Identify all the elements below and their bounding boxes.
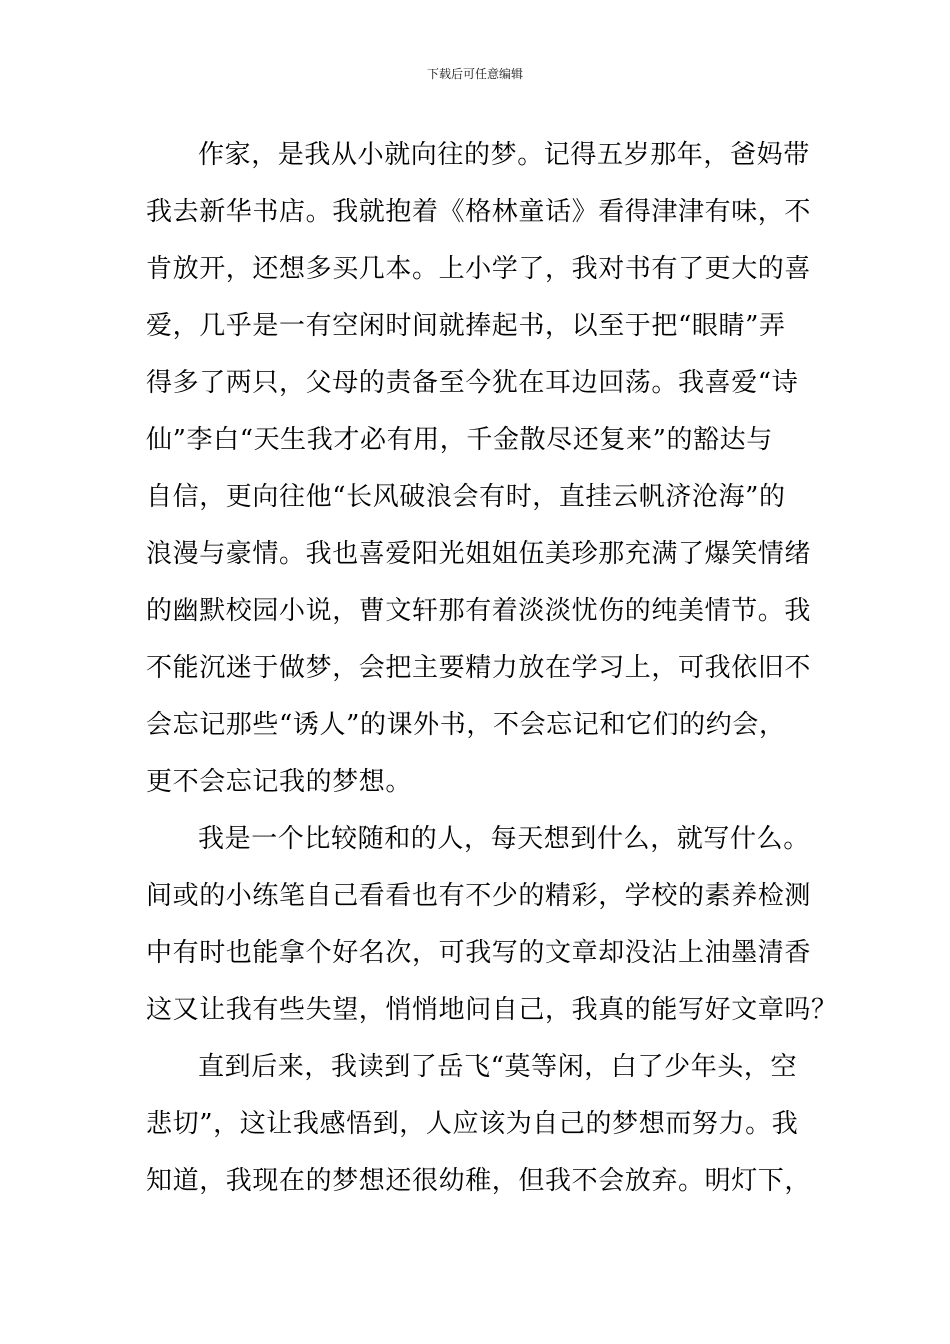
- paragraph-2-line-2: 间或的小练笔自己看看也有不少的精彩，学校的素养检测: [146, 881, 812, 911]
- paragraph-1-line-3: 肯放开，还想多买几本。上小学了，我对书有了更大的喜: [146, 254, 812, 284]
- paragraph-2-line-3: 中有时也能拿个好名次，可我写的文章却没沾上油墨清香: [146, 938, 812, 968]
- page-header: 下载后可任意编辑: [426, 67, 523, 81]
- paragraph-3-line-2: 悲切”，这让我感悟到，人应该为自己的梦想而努力。我: [146, 1109, 799, 1139]
- paragraph-1-line-4: 爱，几乎是一有空闲时间就捧起书，以至于把“眼睛”弄: [146, 311, 786, 341]
- paragraph-1-line-5: 得多了两只，父母的责备至今犹在耳边回荡。我喜爱“诗: [146, 368, 799, 398]
- paragraph-1-line-9: 的幽默校园小说，曹文轩那有着淡淡忧伤的纯美情节。我: [146, 596, 812, 626]
- paragraph-2-line-4: 这又让我有些失望，悄悄地问自己，我真的能写好文章吗？: [146, 995, 838, 1025]
- paragraph-1-line-12: 更不会忘记我的梦想。: [146, 767, 413, 797]
- paragraph-3-line-3: 知道，我现在的梦想还很幼稚，但我不会放弃。明灯下，: [146, 1166, 812, 1196]
- document-body: [146, 127, 838, 1210]
- paragraph-2-line-1: 我是一个比较随和的人，每天想到什么，就写什么。: [198, 824, 810, 854]
- paragraph-1-line-1: 作家，是我从小就向往的梦。记得五岁那年，爸妈带: [198, 140, 810, 170]
- paragraph-1-line-11: 会忘记那些“诱人”的课外书，不会忘记和它们的约会，: [146, 710, 786, 740]
- paragraph-1-line-6: 仙”李白“天生我才必有用，千金散尽还复来”的豁达与: [146, 425, 773, 455]
- paragraph-1-line-10: 不能沉迷于做梦，会把主要精力放在学习上，可我依旧不: [146, 653, 812, 683]
- paragraph-1-line-7: 自信，更向往他“长风破浪会有时，直挂云帆济沧海”的: [146, 482, 786, 512]
- paragraph-1-line-2: 我去新华书店。我就抱着《格林童话》看得津津有味，不: [146, 197, 812, 227]
- paragraph-1-line-8: 浪漫与豪情。我也喜爱阳光姐姐伍美珍那充满了爆笑情绪: [146, 539, 812, 569]
- paragraph-3-line-1: 直到后来，我读到了岳飞“莫等闲，白了少年头，空: [198, 1052, 798, 1082]
